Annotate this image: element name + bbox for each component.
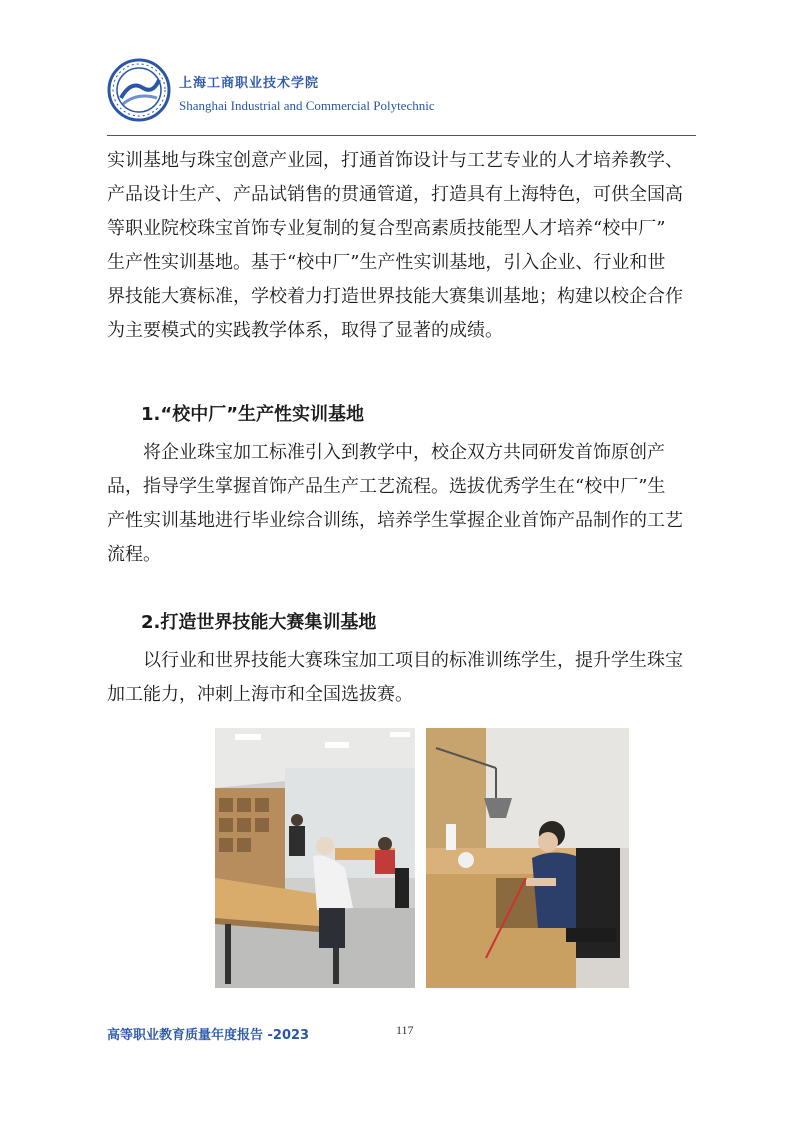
text-line: 为主要模式的实践教学体系，取得了显著的成绩。 bbox=[107, 320, 503, 341]
text-line: 以行业和世界技能大赛珠宝加工项目的标准训练学生，提升学生珠宝 bbox=[143, 650, 683, 671]
header-divider bbox=[107, 135, 696, 136]
text-line: 产品设计生产、产品试销售的贯通管道，打造具有上海特色，可供全国高 bbox=[107, 184, 683, 205]
school-seal-icon bbox=[107, 58, 171, 122]
institution-name-en: Shanghai Industrial and Commercial Polytechnic bbox=[179, 98, 435, 113]
student-bench-photo bbox=[426, 728, 629, 988]
text-line: 界技能大赛标准，学校着力打造世界技能大赛集训基地；构建以校企合作 bbox=[107, 286, 683, 307]
text-line: 加工能力，冲刺上海市和全国选拔赛。 bbox=[107, 684, 413, 705]
text-line: 流程。 bbox=[107, 544, 161, 565]
page-header bbox=[107, 58, 697, 136]
report-title-footer: 高等职业教育质量年度报告 -2023 bbox=[107, 1028, 310, 1043]
workshop-photo bbox=[215, 728, 415, 988]
section-2-paragraph bbox=[107, 644, 697, 712]
section-1-heading: 1.“校中厂”生产性实训基地 bbox=[141, 404, 365, 425]
text-line: 品，指导学生掌握首饰产品生产工艺流程。选拔优秀学生在“校中厂”生 bbox=[107, 476, 666, 497]
text-line: 实训基地与珠宝创意产业园，打通首饰设计与工艺专业的人才培养教学、 bbox=[107, 150, 683, 171]
page-number: 117 bbox=[396, 1023, 414, 1037]
text-line: 等职业院校珠宝首饰专业复制的复合型高素质技能型人才培养“校中厂” bbox=[107, 218, 666, 239]
section-2-heading: 2.打造世界技能大赛集训基地 bbox=[141, 612, 377, 633]
text-line: 将企业珠宝加工标准引入到教学中，校企双方共同研发首饰原创产 bbox=[143, 442, 665, 463]
section-1-paragraph bbox=[107, 436, 697, 572]
intro-paragraph bbox=[107, 144, 697, 348]
institution-name-cn: 上海工商职业技术学院 bbox=[179, 76, 320, 91]
text-line: 生产性实训基地。基于“校中厂”生产性实训基地，引入企业、行业和世 bbox=[107, 252, 666, 273]
text-line: 产性实训基地进行毕业综合训练，培养学生掌握企业首饰产品制作的工艺 bbox=[107, 510, 683, 531]
